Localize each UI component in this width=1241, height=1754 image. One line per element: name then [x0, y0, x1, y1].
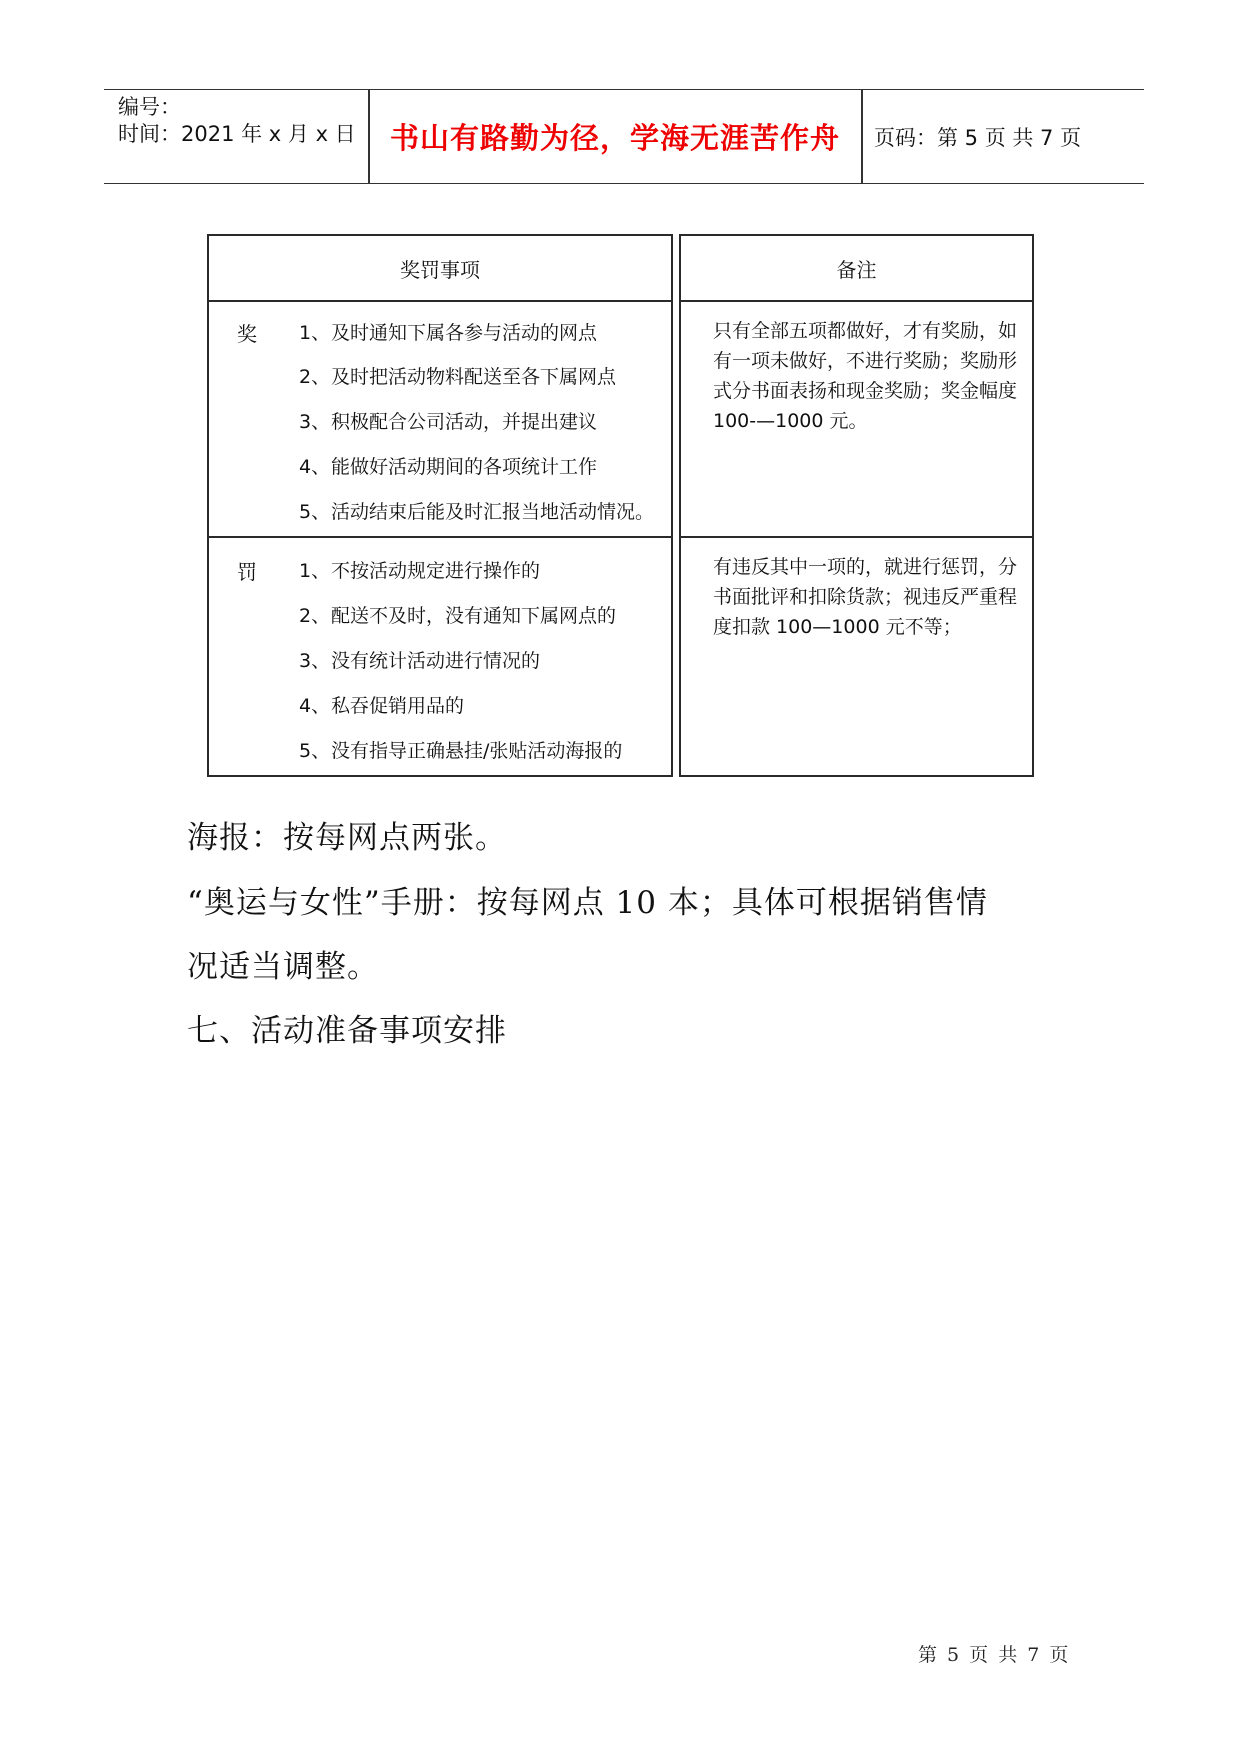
- reward-note: 只有全部五项都做好，才有奖励，如有一项未做好，不进行奖励；奖励形式分书面表扬和现金奖励；奖金幅度 100-—1000 元。: [713, 320, 1018, 432]
- header-meta: [118, 94, 356, 148]
- item-number: 4、: [299, 456, 331, 478]
- body-paragraph: 海报：按每网点两张。: [187, 820, 507, 856]
- page-header: [104, 89, 1144, 184]
- reward-penalty-table: [207, 234, 1034, 777]
- item-text: 及时把活动物料配送至各下属网点: [331, 366, 617, 388]
- header-divider: [861, 90, 863, 183]
- table-divider: [209, 536, 671, 538]
- item-number: 5、: [299, 740, 331, 762]
- item-text: 没有统计活动进行情况的: [331, 650, 541, 672]
- column-header-items: 奖罚事项: [400, 257, 480, 282]
- penalty-label: 罚: [237, 560, 257, 584]
- item-number: 1、: [299, 560, 331, 582]
- penalty-note: 有违反其中一项的，就进行惩罚，分书面批评和扣除货款；视违反严重程度扣款 100—1000 元不等；: [713, 556, 1018, 638]
- header-page-info: 页码：第 5 页 共 7 页: [874, 125, 1082, 150]
- body-paragraph: “奥运与女性”手册：按每网点 10 本；具体可根据销售情: [187, 885, 988, 921]
- item-number: 3、: [299, 411, 331, 433]
- page-footer: 第 5 页 共 7 页: [918, 1644, 1069, 1666]
- reward-label: 奖: [237, 322, 257, 346]
- table-notes-column: [679, 234, 1034, 777]
- item-number: 3、: [299, 650, 331, 672]
- penalty-item: [299, 691, 464, 718]
- penalty-item: [299, 601, 616, 628]
- reward-item: [299, 497, 654, 524]
- section-heading: 七、活动准备事项安排: [187, 1013, 507, 1049]
- reward-item: [299, 407, 597, 434]
- penalty-item: [299, 736, 622, 763]
- item-number: 4、: [299, 695, 331, 717]
- header-time-label: 时间：2021 年 x 月 x 日: [118, 122, 356, 146]
- reward-item: [299, 362, 616, 389]
- table-divider: [681, 300, 1032, 302]
- table-divider: [681, 536, 1032, 538]
- item-text: 配送不及时，没有通知下属网点的: [331, 605, 617, 627]
- header-number-label: 编号：: [118, 95, 181, 119]
- body-paragraph: 况适当调整。: [187, 949, 379, 985]
- item-number: 2、: [299, 605, 331, 627]
- table-items-column: [207, 234, 673, 777]
- item-text: 私吞促销用品的: [331, 695, 465, 717]
- table-divider: [209, 300, 671, 302]
- item-text: 能做好活动期间的各项统计工作: [331, 456, 598, 478]
- item-text: 及时通知下属各参与活动的网点: [331, 322, 598, 344]
- penalty-item: [299, 646, 540, 673]
- item-number: 5、: [299, 501, 331, 523]
- item-number: 1、: [299, 322, 331, 344]
- item-text: 没有指导正确悬挂/张贴活动海报的: [331, 740, 623, 762]
- item-text: 活动结束后能及时汇报当地活动情况。: [331, 501, 655, 523]
- reward-item: [299, 318, 597, 345]
- header-motto: 书山有路勤为径，学海无涯苦作舟: [389, 121, 840, 155]
- penalty-item: [299, 556, 540, 583]
- item-text: 积极配合公司活动，并提出建议: [331, 411, 598, 433]
- item-number: 2、: [299, 366, 331, 388]
- reward-item: [299, 452, 597, 479]
- column-header-notes: 备注: [836, 257, 877, 282]
- item-text: 不按活动规定进行操作的: [331, 560, 541, 582]
